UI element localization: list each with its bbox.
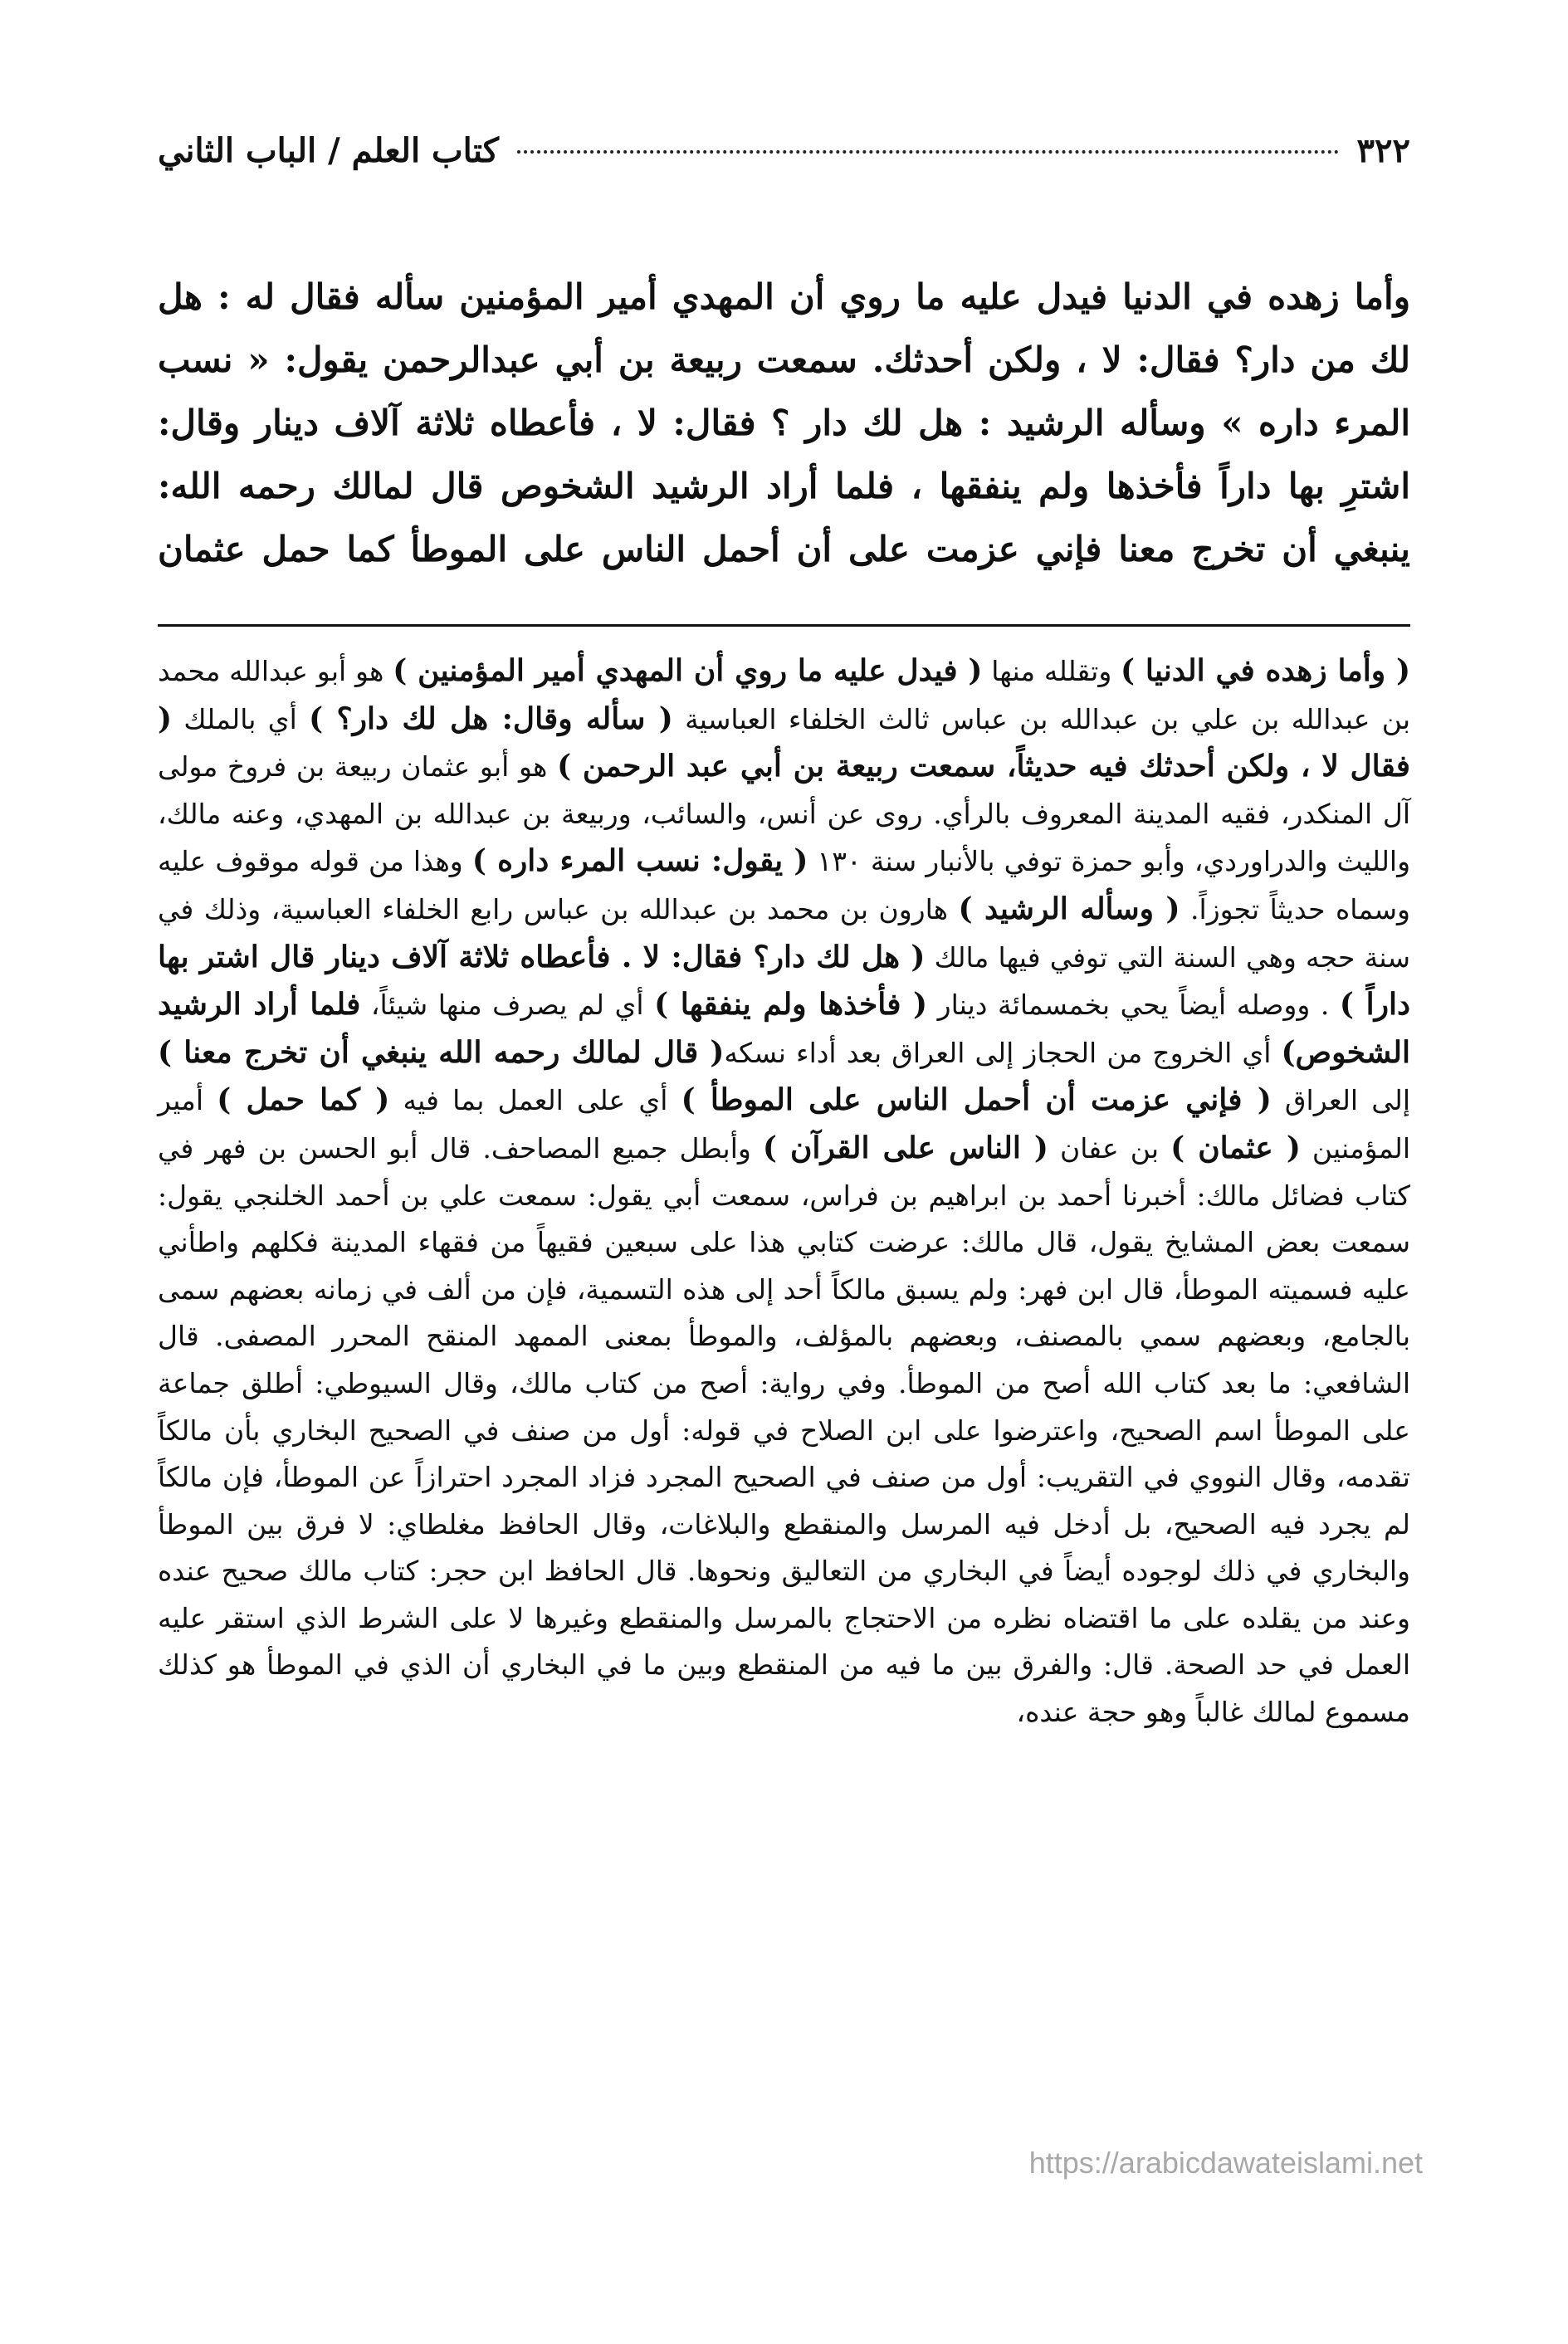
quoted-text-segment: ( هل لك دار؟ فقال: لا . فأعطاه ثلاثة آلاف دينار قال اشتر بها داراً ): [158, 939, 1410, 1023]
separator-rule: [158, 624, 1410, 627]
quoted-text-segment: ( قال لمالك رحمه الله ينبغي أن تخرج معنا ): [158, 1034, 725, 1070]
running-header: [158, 131, 1410, 170]
quoted-text-segment: ( يقول: نسب المرء داره ): [471, 843, 808, 879]
quoted-text-segment: فلما أراد الرشيد الشخوص): [158, 987, 1410, 1070]
commentary-segment: إلى العراق: [1271, 1084, 1410, 1117]
header-dot-leader: [517, 150, 1339, 154]
quoted-text-segment: ( وأما زهده في الدنيا ): [1121, 653, 1410, 688]
commentary-segment: . ووصله أيضاً يحي بخمسمائة دينار: [927, 989, 1340, 1022]
quoted-text-segment: ( عثمان ): [1170, 1130, 1301, 1165]
main-text: [158, 266, 1410, 581]
commentary-segment: وهذا من قوله موقوف عليه وسماه حديثاً تجوزاً.: [158, 845, 1410, 925]
commentary-segment: وتقلله منها: [982, 655, 1121, 687]
commentary-paragraph: [158, 647, 1410, 1736]
commentary-segment: أي على العمل بما فيه: [389, 1084, 681, 1117]
commentary-segment: بن عفان: [1048, 1131, 1171, 1165]
quoted-text-segment: ( كما حمل ): [217, 1082, 390, 1118]
commentary-segment: هارون بن محمد بن عبدالله بن عباس رابع الخلفاء العباسية، وذلك في سنة حجه وهي السنة التي توفي فيها مالك: [158, 892, 1410, 974]
commentary: [158, 647, 1410, 1736]
watermark-url: https://arabicdawateislami.net: [1028, 2146, 1423, 2180]
quoted-text-segment: ( سأله وقال: هل لك دار؟ ): [309, 701, 673, 736]
commentary-segment: هو أبو عثمان ربيعة بن فروخ مولى آل المنكدر، فقيه المدينة المعروف بالرأي. روى عن أنس، والسائب، وربيعة بن عبدالله بن المهدي، وعنه مالك، والليث والدراوردي، وأبو حمزة توفي بالأنبار سنة ١٣٠: [158, 750, 1411, 878]
quoted-text-segment: ( فأخذها ولم ينفقها ): [654, 987, 928, 1023]
page-number: ٣٢٢: [1356, 131, 1410, 170]
quoted-text-segment: ( فيدل عليه ما روي أن المهدي أمير المؤمنين ): [393, 653, 983, 688]
main-paragraph: وأما زهده في الدنيا فيدل عليه ما روي أن المهدي أمير المؤمنين سأله فقال له : هل لك من دار؟ فقال: لا ، ولكن أحدثك. سمعت ربيعة بن أبي عبدالرحمن يقول: « نسب المرء داره » وسأله الرشيد : هل لك دار ؟ فقال: لا ، فأعطاه ثلاثة آلاف دينار وقال: اشترِ بها داراً فأخذها ولم ينفقها ، فلما أراد الرشيد الشخوص قال لمالك رحمه الله: ينبغي أن تخرج معنا فإني عزمت على أن أحمل الناس على الموطأ كما حمل عثمان: [158, 276, 1410, 569]
commentary-segment: وأبطل جميع المصاحف. قال أبو الحسن بن فهر في كتاب فضائل مالك: أخبرنا أحمد بن ابراهيم بن فراس، سمعت أبي يقول: سمعت علي بن أحمد الخلنجي يقول: سمعت بعض المشايخ يقول، قال مالك: عرضت كتابي هذا على سبعين فقيهاً من فقهاء المدينة فكلهم واطأني عليه فسميته الموطأ، قال ابن فهر: ولم يسبق مالكاً أحد إلى هذه التسمية، فإن من ألف في زمانه بعضهم سمى بالجامع، وبعضهم سمي بالمصنف، وبعضهم بالمؤلف، والموطأ بمعنى الممهد المنقح المحرر المصفى. قال الشافعي: ما بعد كتاب الله أصح من الموطأ. وفي رواية: أصح من كتاب مالك، وقال السيوطي: أطلق جماعة على الموطأ اسم الصحيح، واعترضوا على ابن الصلاح في قوله: أول من صنف في الصحيح البخاري بأن مالكاً تقدمه، وقال النووي في التقريب: أول من صنف في الصحيح المجرد فزاد المجرد احترازاً عن الموطأ، فإن مالكاً لم يجرد فيه الصحيح، بل أدخل فيه المرسل والمنقطع والبلاغات، وقال الحافظ مغلطاي: لا فرق بين الموطأ والبخاري في ذلك لوجوده أيضاً في البخاري من التعاليق ونحوها. قال الحافظ ابن حجر: كتاب مالك صحيح عنده وعند من يقلده على ما اقتضاه نظره من الاحتجاج بالمرسل والمنقطع وغيرها لا على الشرط الذي استقر عليه العمل في حد الصحة. قال: والفرق بين ما فيه من المنقطع وبين ما في البخاري أن الذي في الموطأ هو كذلك مسموع لمالك غالباً وهو حجة عنده،: [158, 1131, 1410, 1729]
quoted-text-segment: ( الناس على القرآن ): [762, 1130, 1048, 1165]
commentary-segment: أي لم يصرف منها شيئاً،: [360, 989, 655, 1022]
quoted-text-segment: ( وسأله الرشيد ): [958, 891, 1180, 926]
commentary-segment: أي الخروج من الحجاز إلى العراق بعد أداء نسكه: [724, 1036, 1282, 1069]
quoted-text-segment: ( فإني عزمت أن أحمل الناس على الموطأ ): [681, 1082, 1272, 1118]
commentary-segment: أمير المؤمنين: [158, 1084, 1410, 1165]
chapter-title: كتاب العلم / الباب الثاني: [158, 131, 499, 170]
quoted-text-segment: ( فقال لا ، ولكن أحدثك فيه حديثاً، سمعت ربيعة بن أبي عبد الرحمن ): [158, 701, 1411, 784]
commentary-segment: هو أبو عبدالله محمد بن عبدالله بن علي بن عبدالله بن عباس ثالث الخلفاء العباسية: [158, 655, 1411, 735]
commentary-segment: أي بالملك: [172, 702, 310, 735]
